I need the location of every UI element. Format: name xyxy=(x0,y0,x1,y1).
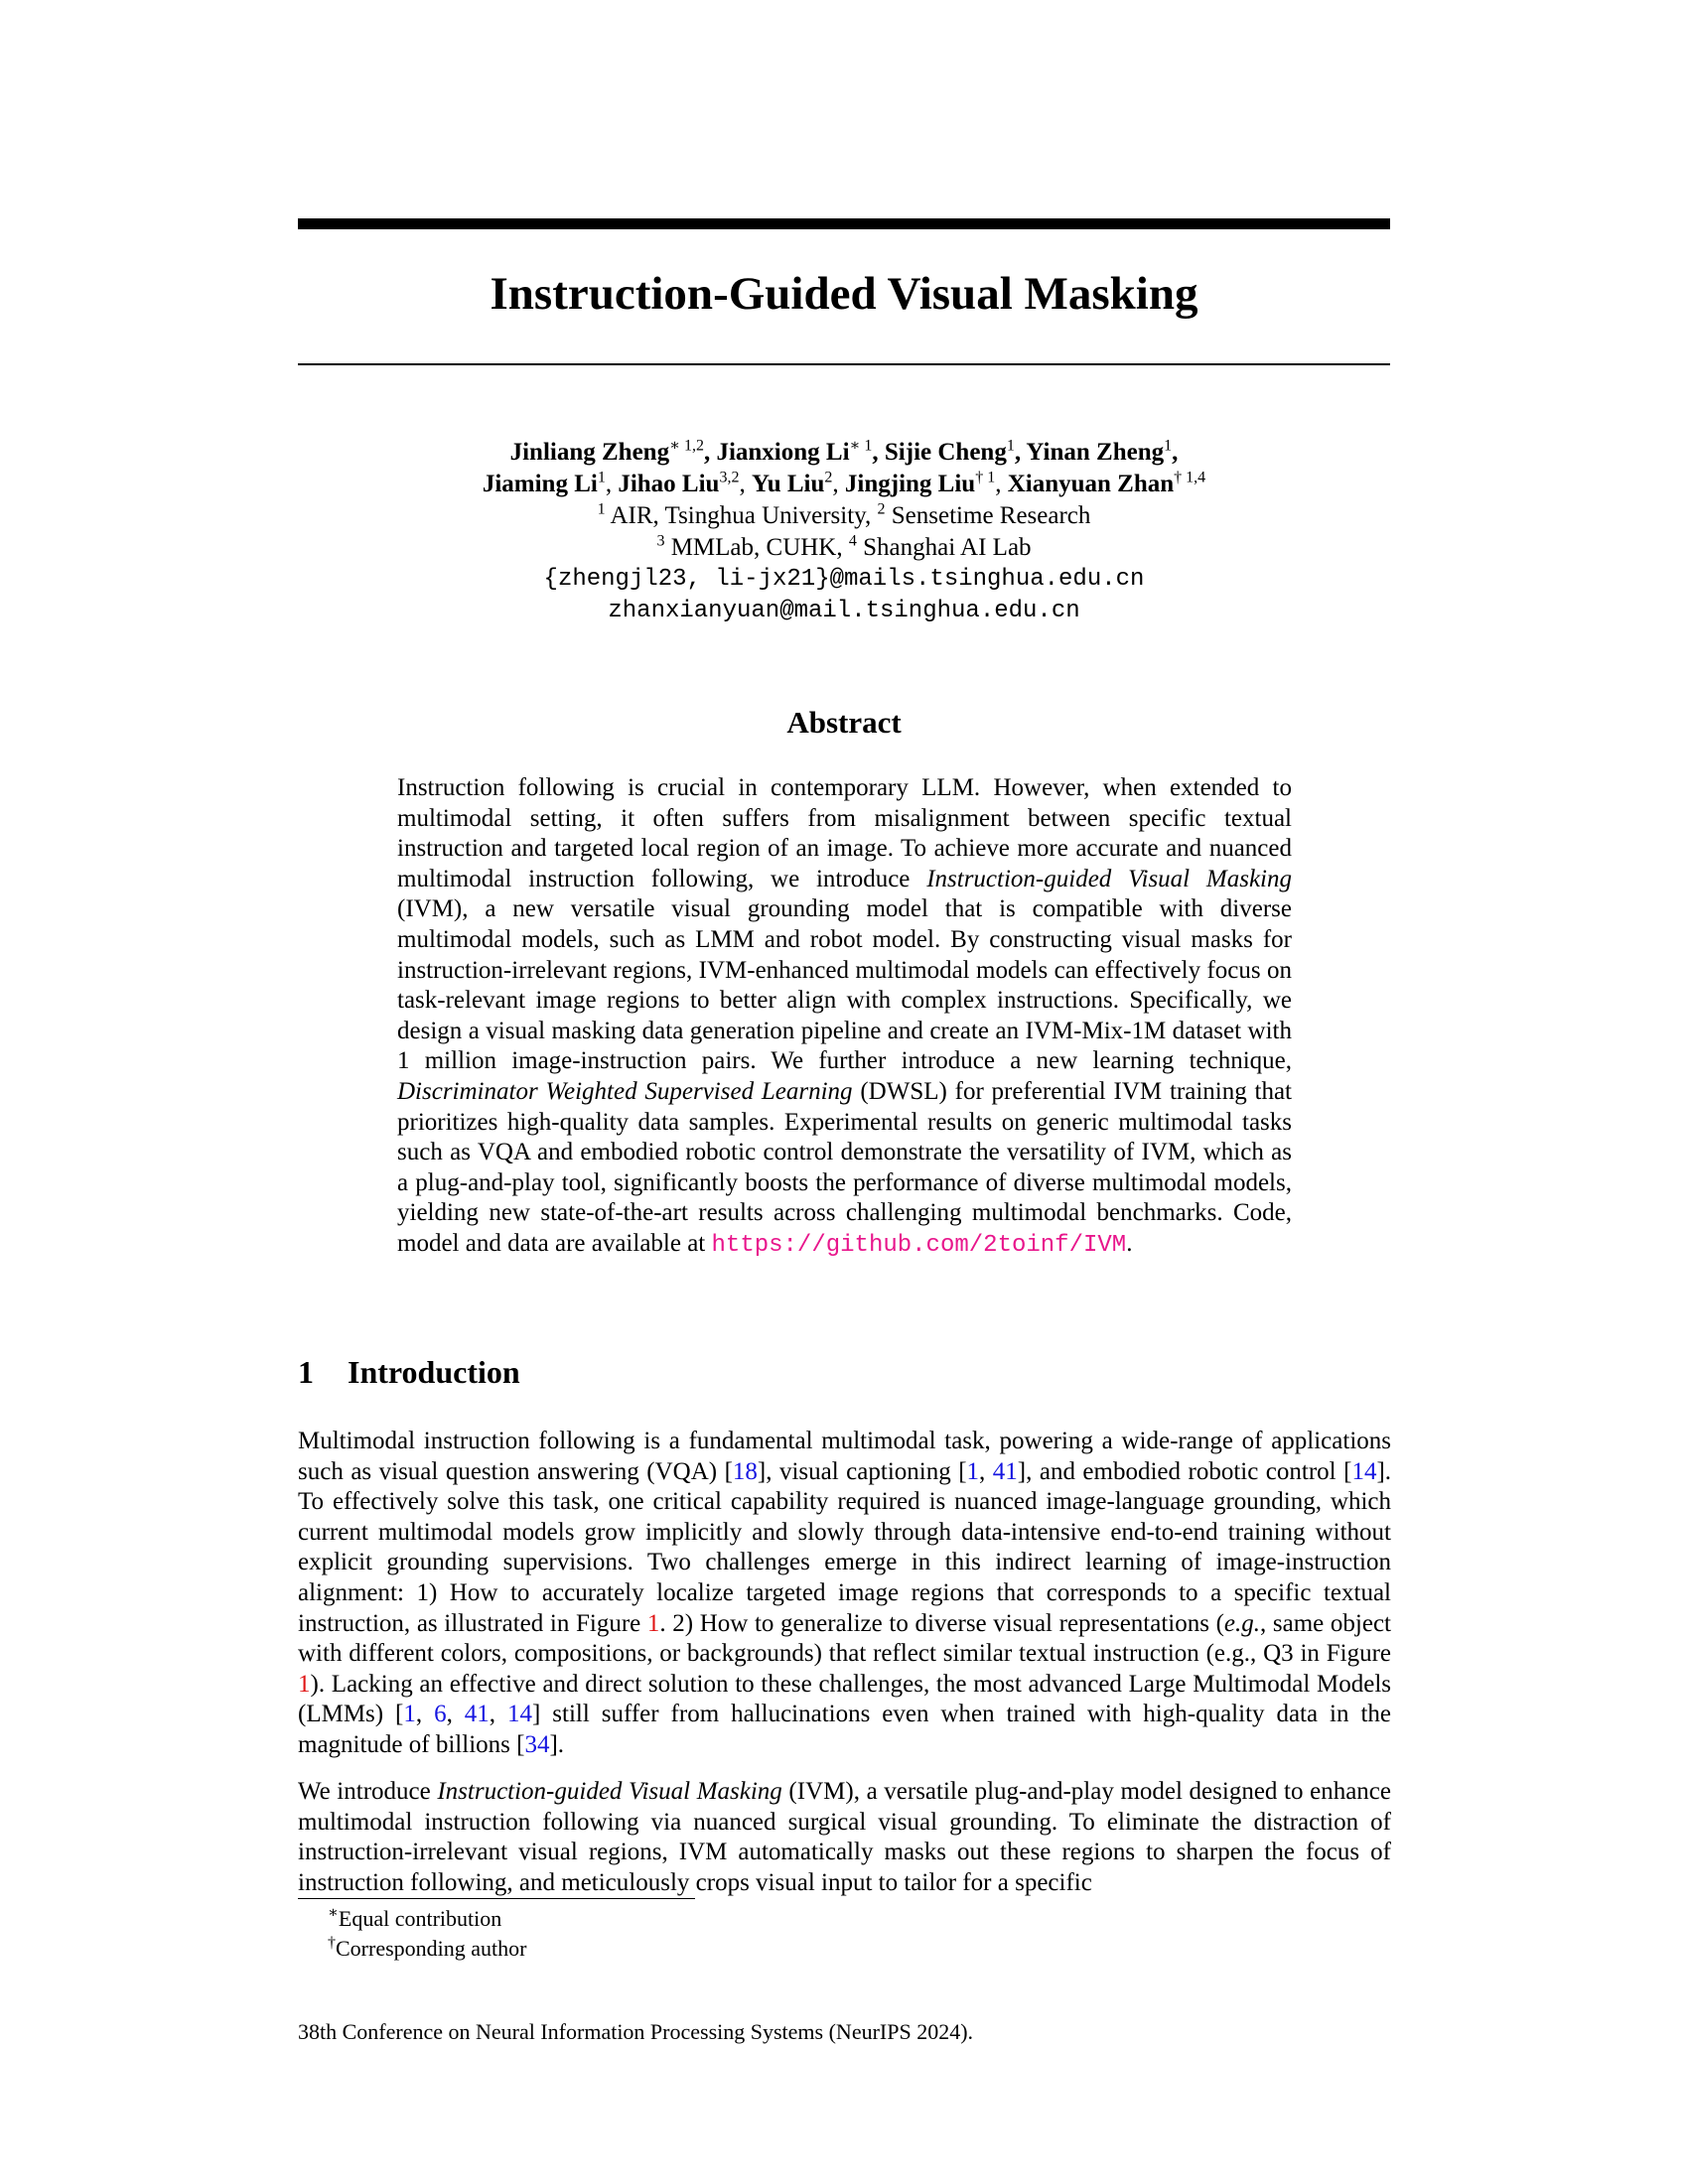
author-name: Xianyuan Zhan xyxy=(1007,471,1175,497)
email-line-1: {zhengjl23, li-jx21}@mails.tsinghua.edu.cn xyxy=(543,566,1145,593)
section-heading-introduction xyxy=(298,1352,1390,1392)
footnote-rule xyxy=(298,1898,695,1899)
author-sup: 1 xyxy=(1164,437,1173,455)
abstract-emphasis: Discriminator Weighted Supervised Learning xyxy=(397,1077,853,1105)
citation-link[interactable]: 41 xyxy=(992,1457,1018,1485)
footnote-equal-contribution: ∗Equal contribution xyxy=(328,1904,502,1931)
author-sup: 2 xyxy=(824,469,833,486)
author-name: Jingjing Liu xyxy=(844,471,976,497)
section-number: 1 xyxy=(298,1354,314,1390)
affiliation: Sensetime Research xyxy=(891,502,1091,529)
author-name: Jinliang Zheng xyxy=(509,439,670,466)
affiliation: AIR, Tsinghua University, xyxy=(610,502,872,529)
citation-link[interactable]: 14 xyxy=(1351,1457,1377,1485)
figure-link[interactable]: 1 xyxy=(646,1609,660,1637)
author-block xyxy=(298,437,1390,627)
affiliation-sup: 3 xyxy=(656,532,665,550)
code-link[interactable]: https://github.com/2toinf/IVM xyxy=(711,1231,1127,1259)
affiliation: Shanghai AI Lab xyxy=(863,534,1032,561)
author-sup: † 1,4 xyxy=(1174,469,1206,486)
author-name: Jihao Liu xyxy=(618,471,720,497)
citation-link[interactable]: 1 xyxy=(966,1457,980,1485)
figure-link[interactable]: 1 xyxy=(298,1670,311,1698)
email-line-2: zhanxianyuan@mail.tsinghua.edu.cn xyxy=(608,598,1080,624)
paper-title: Instruction-Guided Visual Masking xyxy=(490,268,1198,320)
footnotes xyxy=(328,1904,526,1964)
venue-note: 38th Conference on Neural Information Processing Systems (NeurIPS 2024). xyxy=(298,2019,974,2044)
author-line-1: Jinliang Zheng$^{∗ 1,2}$, Jianxiong $Li^{∗ 1}$, Sijie Cheng$^1$, Yinan Zheng$^1$, xyxy=(509,437,1179,466)
author-sup: † 1 xyxy=(975,469,996,486)
title-bottom-rule xyxy=(298,363,1390,365)
author-sup: ∗ 1 xyxy=(849,437,873,455)
footnote-corresponding-author: †Corresponding author xyxy=(328,1934,527,1961)
footnote-mark: † xyxy=(328,1934,336,1952)
affiliation-sup: 2 xyxy=(877,500,886,518)
author-name: Jiaming Li xyxy=(482,471,598,497)
affiliation-line-2 xyxy=(298,532,1390,564)
author-sup: 3,2 xyxy=(719,469,740,486)
title-top-rule xyxy=(298,218,1390,229)
intro-paragraph-2: We introduce Instruction-guided Visual Masking (IVM), a versatile plug-and-play model designed to enhance multimodal instruction following via nuanced surgical visual grounding. To eliminate the distraction of instruction-irrelevant visual regions, IVM automatically masks out these regions to sharpen the focus of instruction following, and meticulously crops visual input to tailor for a specific xyxy=(298,1778,1391,1896)
affiliation-line-1 xyxy=(298,500,1390,532)
abstract-heading: Abstract xyxy=(786,705,902,740)
author-name: Yu Liu xyxy=(751,471,825,497)
abstract-text: Instruction following is crucial in contemporary LLM. However, when extended to multimodal setting, it often suffers from misalignment between specific textual instruction and targeted local region of an image. To achieve more accurate and nuanced multimodal instruction following, we introduce Instruction-guided Visual Masking (IVM), a new versatile visual grounding model that is compatible with diverse multimodal models, such as LMM and robot model. By constructing visual masks for instruction-irrelevant regions, IVM-enhanced multimodal models can effectively focus on task-relevant image regions to better align with complex instructions. Specifically, we design a visual masking data generation pipeline and create an IVM-Mix-1M dataset with 1 million image-instruction pairs. We further introduce a new learning technique, Discriminator Weighted Supervised Learning (DWSL) for preferential IVM training that prioritizes high-quality data samples. Experimental results on generic multimodal tasks such as VQA and embodied robotic control demonstrate the versatility of IVM, which as a plug-and-play tool, significantly boosts the performance of diverse multimodal models, yielding new state-of-the-art results across challenging multimodal benchmarks. Code, model and data are available at https://github.com/2toinf/IVM. xyxy=(397,774,1293,1259)
author-sup: 1 xyxy=(1006,437,1015,455)
citation-link[interactable]: 18 xyxy=(732,1457,758,1485)
author-sup: 1 xyxy=(597,469,606,486)
intro-paragraph-1: Multimodal instruction following is a fundamental multimodal task, powering a wide-range of applications such as visual question answering (VQA) [18], visual captioning [1, 41], and embodied robotic control [14]. To effectively solve this task, one critical capability required is nuanced image-language grounding, which current multimodal models grow implicitly and slowly through data-intensive end-to-end training without explicit grounding supervisions. Two challenges emerge in this indirect learning of image-instruction alignment: 1) How to accurately localize targeted image regions that corresponds to a specific textual instruction, as illustrated in Figure 1. 2) How to generalize to diverse visual representations (e.g., same object with different colors, compositions, or backgrounds) that reflect similar textual instruction (e.g., Q3 in Figure 1). Lacking an effective and direct solution to these challenges, the most advanced Large Multimodal Models (LMMs) [1, 6, 41, 14] still suffer from hallucinations even when trained with high-quality data in the magnitude of billions [34]. xyxy=(298,1428,1392,1758)
affiliation-sup: 4 xyxy=(848,532,857,550)
citation-link[interactable]: 14 xyxy=(507,1701,532,1728)
affiliation: MMLab, CUHK, xyxy=(670,534,843,561)
author-name: Yinan Zheng xyxy=(1026,439,1165,466)
section-title: Introduction xyxy=(348,1354,520,1390)
author-line-2: Jiaming Li$^1$, Jihao Liu$^{3,2}$, Yu Liu$^2$, Jingjing Liu$^{\dagger 1}$, Xianyuan Zhan$^{\dagger 1,4}$ xyxy=(482,469,1206,497)
abstract-emphasis: Instruction-guided Visual Masking xyxy=(926,865,1293,892)
citation-link[interactable]: 6 xyxy=(434,1701,447,1728)
author-name: Sijie Cheng xyxy=(884,439,1007,466)
affiliation-sup: 1 xyxy=(597,500,606,518)
author-sup: ∗ 1,2 xyxy=(669,437,704,455)
citation-link[interactable]: 1 xyxy=(403,1701,416,1728)
footnote-mark: ∗ xyxy=(328,1904,339,1922)
citation-link[interactable]: 34 xyxy=(524,1730,550,1758)
author-name: Jianxiong Li xyxy=(716,439,850,466)
citation-link[interactable]: 41 xyxy=(464,1701,490,1728)
